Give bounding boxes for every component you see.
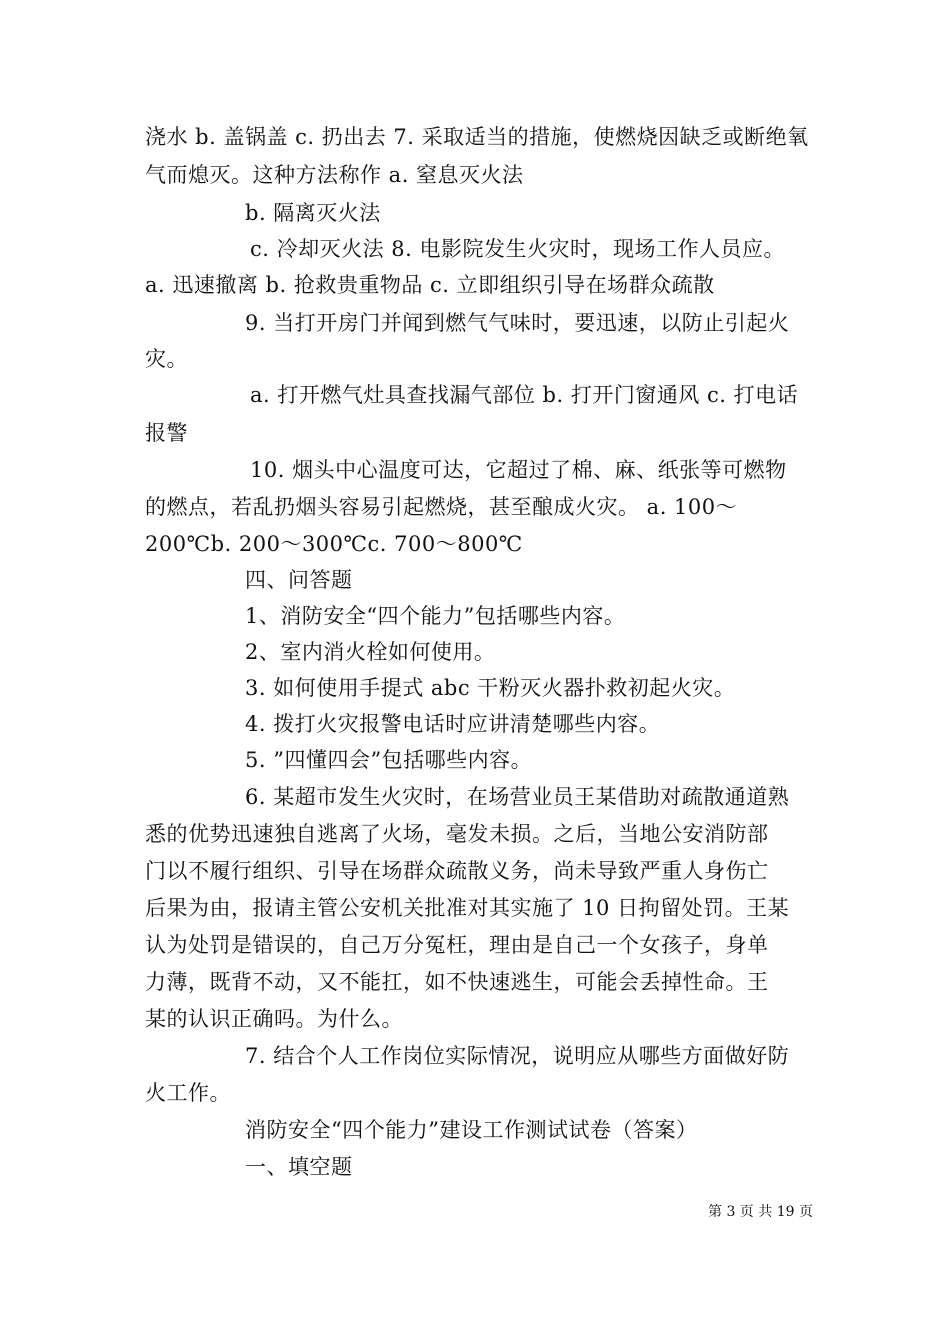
question-item: 7. 结合个人工作岗位实际情况，说明应从哪些方面做好防	[245, 1044, 790, 1068]
text-line: 的燃点，若乱扔烟头容易引起燃烧，甚至酿成火灾。 a. 100～	[145, 495, 738, 519]
text-line: 10. 烟头中心温度可达，它超过了棉、麻、纸张等可燃物	[250, 458, 787, 482]
question-item: 4. 拨打火灾报警电话时应讲清楚哪些内容。	[245, 712, 661, 736]
text-line: 力薄，既背不动，又不能扛，如不快速逃生，可能会丢掉性命。王	[145, 970, 769, 994]
section-heading: 一、填空题	[245, 1155, 353, 1179]
text-line: 9. 当打开房门并闻到燃气气味时，要迅速，以防止引起火	[245, 311, 790, 335]
question-item: 3. 如何使用手提式 abc 干粉灭火器扑救初起火灾。	[245, 676, 736, 700]
text-line: 报警	[145, 421, 188, 445]
question-item: 6. 某超市发生火灾时，在场营业员王某借助对疏散通道熟	[245, 785, 790, 809]
question-item: 2、室内消火栓如何使用。	[245, 640, 496, 664]
page-number: 第 3 页 共 19 页	[708, 1204, 813, 1220]
text-line: 某的认识正确吗。为什么。	[145, 1007, 403, 1031]
question-item: 5. ”四懂四会”包括哪些内容。	[245, 748, 533, 772]
text-line: 火工作。	[145, 1081, 231, 1105]
text-line: a. 迅速撤离 b. 抢救贵重物品 c. 立即组织引导在场群众疏散	[145, 273, 715, 297]
text-line: 浇水 b. 盖锅盖 c. 扔出去 7. 采取适当的措施，使燃烧因缺乏或断绝氧	[145, 125, 809, 149]
text-line: 200℃b. 200～300℃c. 700～800℃	[145, 532, 523, 556]
text-line: c. 冷却灭火法 8. 电影院发生火灾时，现场工作人员应。	[250, 237, 785, 261]
document-title: 消防安全“四个能力”建设工作测试试卷（答案）	[245, 1118, 698, 1142]
text-line: a. 打开燃气灶具查找漏气部位 b. 打开门窗通风 c. 打电话	[250, 383, 799, 407]
question-item: 1、消防安全“四个能力”包括哪些内容。	[245, 604, 626, 628]
text-line: 认为处罚是错误的，自己万分冤枉，理由是自己一个女孩子，身单	[145, 933, 769, 957]
text-line: b. 隔离灭火法	[245, 201, 381, 225]
text-line: 后果为由，报请主管公安机关批准对其实施了 10 日拘留处罚。王某	[145, 896, 790, 920]
text-line: 气而熄灭。这种方法称作 a. 窒息灭火法	[145, 163, 524, 187]
text-line: 悉的优势迅速独自逃离了火场，毫发未损。之后，当地公安消防部	[145, 822, 769, 846]
text-line: 灾。	[145, 347, 188, 371]
section-heading: 四、问答题	[245, 568, 353, 592]
text-line: 门以不履行组织、引导在场群众疏散义务，尚未导致严重人身伤亡	[145, 859, 769, 883]
